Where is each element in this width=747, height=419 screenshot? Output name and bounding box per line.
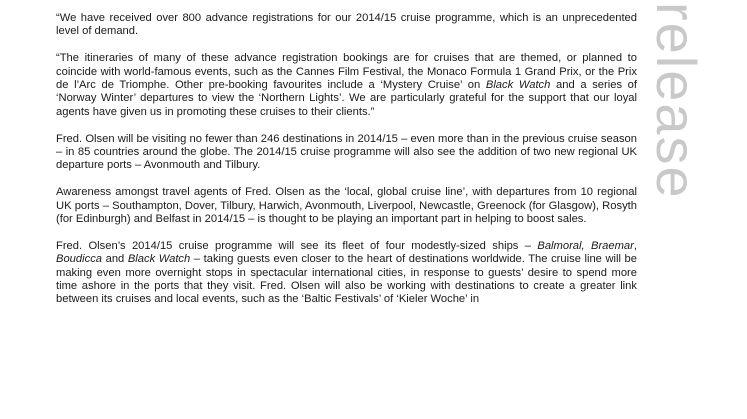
paragraph-destinations: Fred. Olsen will be visiting no fewer than 246 destinations in 2014/15 – even more than in the previous cruise season – in 85 countries around the globe. The 2014/15 cruise programme will also see the addition of two new regional UK departure ports – Avonmouth and Tilbury. (56, 132, 637, 172)
ship-name-black-watch-2: Black Watch (127, 253, 191, 266)
release-watermark (645, 2, 747, 202)
ship-names-balmoral-braemar: Balmoral, Braemar (537, 239, 634, 252)
paragraph-itineraries-text-a: “The itineraries of many of these advance registration bookings are for cruises that are themed, or planned to coincide with world-famous events, such as the Cannes Film Festival, the Monaco Formula 1 Grand Prix, or the Prix de l’Arc de Triomphe. Other pre-booking favourites include a ‘Mystery Cruise’ on (56, 52, 637, 92)
ship-name-black-watch: Black Watch (485, 79, 551, 92)
paragraph-regional-ports: Awareness amongst travel agents of Fred. Olsen as the ‘local, global cruise line’, with departures from 10 regional UK ports – Southampton, Dover, Tilbury, Harwich, Avonmouth, Liverpool, Newcastle, Greenock (for Glasgow), Rosyth (for Edinburgh) and Belfast in 2014/15 – is thought to be playing an important part in helping to boost sales. (56, 186, 637, 226)
release-watermark-text: release (645, 2, 708, 200)
paragraph-itineraries-text-b: and a series of ‘Norway Winter’ departures to view the ‘Northern Lights’. We are particularly grateful for the support that our loyal agents have given us in promoting these cruises to their clients.” (56, 79, 638, 118)
paragraph-itineraries (56, 52, 637, 119)
paragraph-fleet-and: and (102, 253, 128, 266)
paragraph-fleet-text-a: Fred. Olsen’s 2014/15 cruise programme will see its fleet of four modestly-sized ships – (56, 239, 538, 252)
press-release-body (56, 12, 637, 320)
paragraph-registrations: “We have received over 800 advance registrations for our 2014/15 cruise programme, which is an unprecedented level of demand. (56, 12, 637, 38)
paragraph-fleet-comma: , (633, 239, 637, 252)
paragraph-fleet (56, 240, 637, 307)
ship-name-boudicca: Boudicca (56, 253, 103, 266)
paragraph-fleet-text-b: – taking guests even closer to the heart of destinations worldwide. The cruise line will be making even more overnight stops in spectacular international cities, in response to guests’ desire to spend more time ashore in the ports that they visit. Fred. Olsen will also be working with destinations to create a greater link between its cruises and local events, such as the ‘Baltic Festivals’ of ‘Kieler Woche’ in (56, 253, 637, 306)
